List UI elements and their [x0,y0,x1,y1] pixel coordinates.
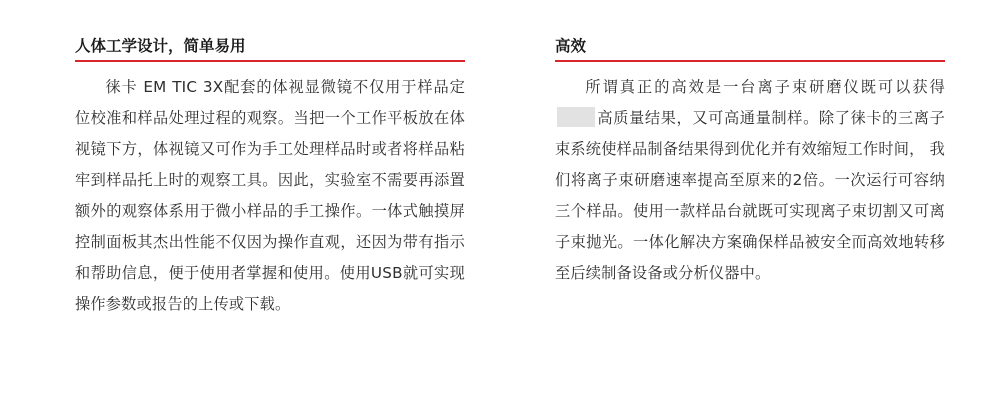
left-body-paragraph: 徕卡 EM TIC 3X配套的体视显微镜不仅用于样品定位校准和样品处理过程的观察。当把一个工作平板放在体视镜下方，体视镜又可作为手工处理样品时或者将样品粘牢到样品托上时的观察工具。因此，实验室不需要再添置额外的观察体系用于微小样品的手工操作。一体式触摸屏控制面板其杰出性能不仅因为操作直观，还因为带有指示和帮助信息，便于使用者掌握和使用。使用USB就可实现操作参数或报告的上传或下载。 [75,78,465,313]
right-heading: 高效 [555,37,587,55]
redacted-block [557,107,595,127]
right-body-text-end: 高质量结果，又可高通量制样。除了徕卡的三离子束系统使样品制备结果得到优化并有效缩短工作时间， 我们将离子束研磨速率提高至原来的2倍。一次运行可容纳三个样品。使用一款样品台就既可实现离子束切割又可离子束抛光。一体化解决方案确保样品被安全而高效地转移至后续制备设备或分析仪器中。 [555,109,945,282]
right-body-paragraph [555,72,945,289]
right-body-text-start: 所谓真正的高效是一台离子束研磨仪既可以获得 [585,78,945,96]
right-heading-divider [555,60,945,62]
left-heading-divider [75,60,465,62]
left-heading: 人体工学设计，简单易用 [75,37,246,55]
